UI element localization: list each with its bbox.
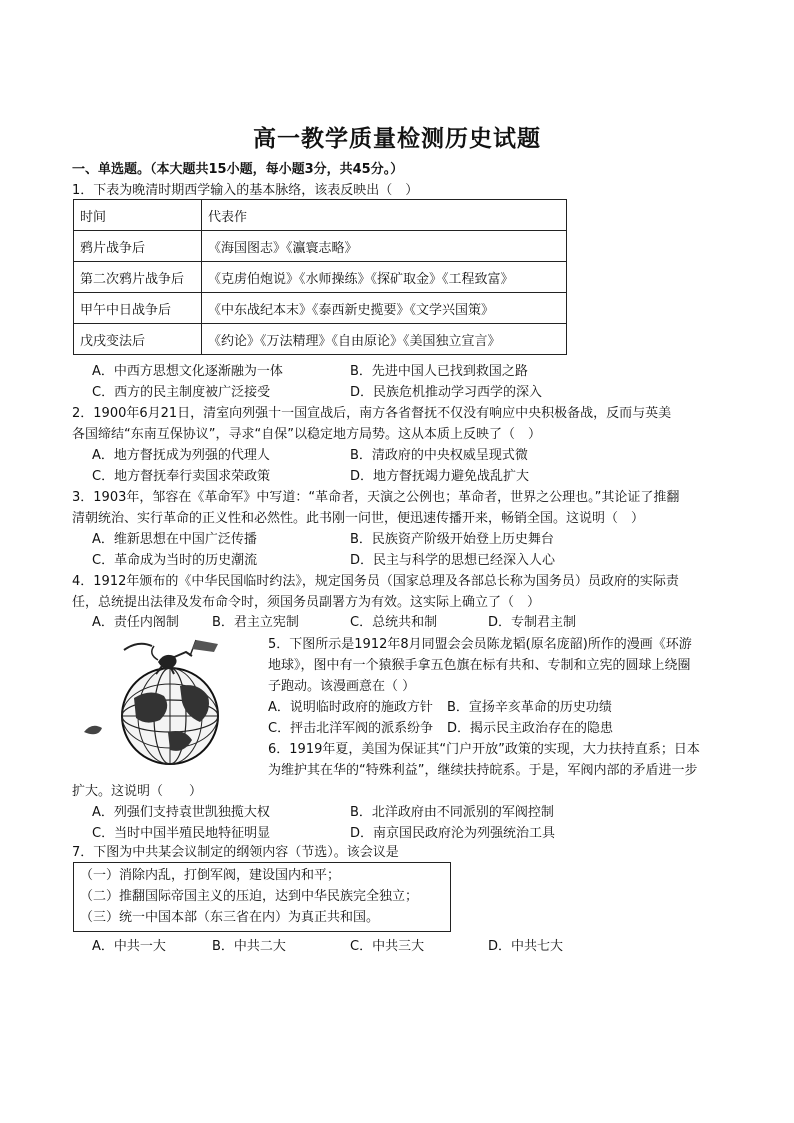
table-header-row: [74, 200, 567, 231]
q7-option-d: D．中共七大: [488, 939, 564, 954]
q6-stem-line1: 6．1919年夏，美国为保证其“门户开放”政策的实现，大力扶持直系；日本: [268, 742, 700, 757]
page-title: 高一教学质量检测历史试题: [253, 125, 541, 152]
table-cell: 《约论》《万法精理》《自由原论》《美国独立宣言》: [202, 324, 567, 355]
q5-option-a: A．说明临时政府的施政方针: [268, 700, 433, 715]
table-cell: 《中东战纪本末》《泰西新史揽要》《文学兴国策》: [202, 293, 567, 324]
globe-icon: [122, 668, 218, 764]
q2-option-a: A．地方督抚成为列强的代理人: [92, 448, 270, 463]
table-cell: 《海国图志》《瀛寰志略》: [202, 231, 567, 262]
q6-option-a: A．列强们支持袁世凯独揽大权: [92, 805, 270, 820]
q7-program-box: [73, 862, 451, 932]
q3-stem-line1: 3．1903年，邹容在《革命军》中写道：“革命者，天演之公例也；革命者，世界之公理也。”其论证了推翻: [72, 490, 680, 505]
table-cell: 甲午中日战争后: [74, 293, 202, 324]
table-cell: 第二次鸦片战争后: [74, 262, 202, 293]
q1-option-a: A．中西方思想文化逐渐融为一体: [92, 364, 283, 379]
q2-option-d: D．地方督抚竭力避免战乱扩大: [350, 469, 530, 484]
table-row: [74, 324, 567, 355]
q4-stem-line2: 任，总统提出法律及发布命令时，须国务员副署方为有效。这实际上确立了（ ）: [72, 595, 541, 610]
q6-option-b: B．北洋政府由不同派别的军阀控制: [350, 805, 554, 820]
program-item: （三）统一中国本部（东三省在内）为真正共和国。: [80, 910, 380, 925]
table-row: [74, 231, 567, 262]
q6-stem-line3: 扩大。这说明（ ）: [72, 784, 203, 799]
q4-option-a: A．责任内阁制: [92, 615, 179, 630]
q3-stem-line2: 清朝统治、实行革命的正义性和必然性。此书刚一问世，便迅速传播开来，畅销全国。这说明（ ）: [72, 511, 645, 526]
q4-option-c: C．总统共和制: [350, 615, 438, 630]
q7-option-a: A．中共一大: [92, 939, 166, 954]
q3-option-a: A．维新思想在中国广泛传播: [92, 532, 257, 547]
q4-option-d: D．专制君主制: [488, 615, 577, 630]
q3-option-b: B．民族资产阶级开始登上历史舞台: [350, 532, 554, 547]
table-header: 代表作: [202, 200, 567, 231]
q5-option-b: B．宣扬辛亥革命的历史功绩: [447, 700, 612, 715]
q1-option-b: B．先进中国人已找到救国之路: [350, 364, 528, 379]
q5-option-d: D．揭示民主政治存在的隐患: [447, 721, 614, 736]
section-heading: 一、单选题。（本大题共15小题，每小题3分，共45分。）: [72, 162, 404, 177]
table-cell: 鸦片战争后: [74, 231, 202, 262]
program-item: （二）推翻国际帝国主义的压迫，达到中华民族完全独立；: [80, 889, 419, 904]
q1-option-c: C．西方的民主制度被广泛接受: [92, 385, 271, 400]
program-item: （一）消除内乱，打倒军阀，建设国内和平；: [80, 868, 341, 883]
q5-option-c: C．抨击北洋军阀的派系纷争: [268, 721, 434, 736]
q5-stem-line3: 子跑动。该漫画意在（ ）: [268, 679, 416, 694]
globe-cartoon-image: [72, 636, 262, 766]
q5-stem-line1: 5．下图所示是1912年8月同盟会会员陈龙韬(原名庞韶)所作的漫画《环游: [268, 637, 692, 652]
q7-stem: 7．下图为中共某会议制定的纲领内容（节选）。该会议是: [72, 845, 399, 860]
q1-table: [73, 199, 567, 355]
q4-option-b: B．君主立宪制: [212, 615, 299, 630]
q2-option-b: B．清政府的中央权威呈现式微: [350, 448, 528, 463]
q2-stem-line2: 各国缔结“东南互保协议”，寻求“自保”以稳定地方局势。这从本质上反映了（ ）: [72, 427, 541, 442]
q4-stem-line1: 4．1912年颁布的《中华民国临时约法》，规定国务员（国家总理及各部总长称为国务员）员政府的实际责: [72, 574, 679, 589]
table-cell: 《克虏伯炮说》《水师操练》《探矿取金》《工程致富》: [202, 262, 567, 293]
table-row: [74, 293, 567, 324]
q6-stem-line2: 为维护其在华的“特殊利益”，继续扶持皖系。于是，军阀内部的矛盾进一步: [268, 763, 698, 778]
q6-option-c: C．当时中国半殖民地特征明显: [92, 826, 271, 841]
q1-option-d: D．民族危机推动学习西学的深入: [350, 385, 543, 400]
q3-option-c: C．革命成为当时的历史潮流: [92, 553, 258, 568]
q7-option-b: B．中共二大: [212, 939, 286, 954]
q2-stem-line1: 2．1900年6月21日，清室向列强十一国宣战后，南方各省督抚不仅没有响应中央积极备战，反而与英美: [72, 406, 672, 421]
q1-stem: 1．下表为晚清时期西学输入的基本脉络，该表反映出（ ）: [72, 183, 419, 198]
flag-icon: [190, 640, 218, 656]
q2-option-c: C．地方督抚奉行卖国求荣政策: [92, 469, 271, 484]
table-row: [74, 262, 567, 293]
q3-option-d: D．民主与科学的思想已经深入人心: [350, 553, 556, 568]
q6-option-d: D．南京国民政府沦为列强统治工具: [350, 826, 556, 841]
q5-stem-line2: 地球》，图中有一个猿猴手拿五色旗在标有共和、专制和立宪的圆球上绕圈: [268, 658, 691, 673]
table-cell: 戊戌变法后: [74, 324, 202, 355]
table-header: 时间: [74, 200, 202, 231]
q7-option-c: C．中共三大: [350, 939, 425, 954]
